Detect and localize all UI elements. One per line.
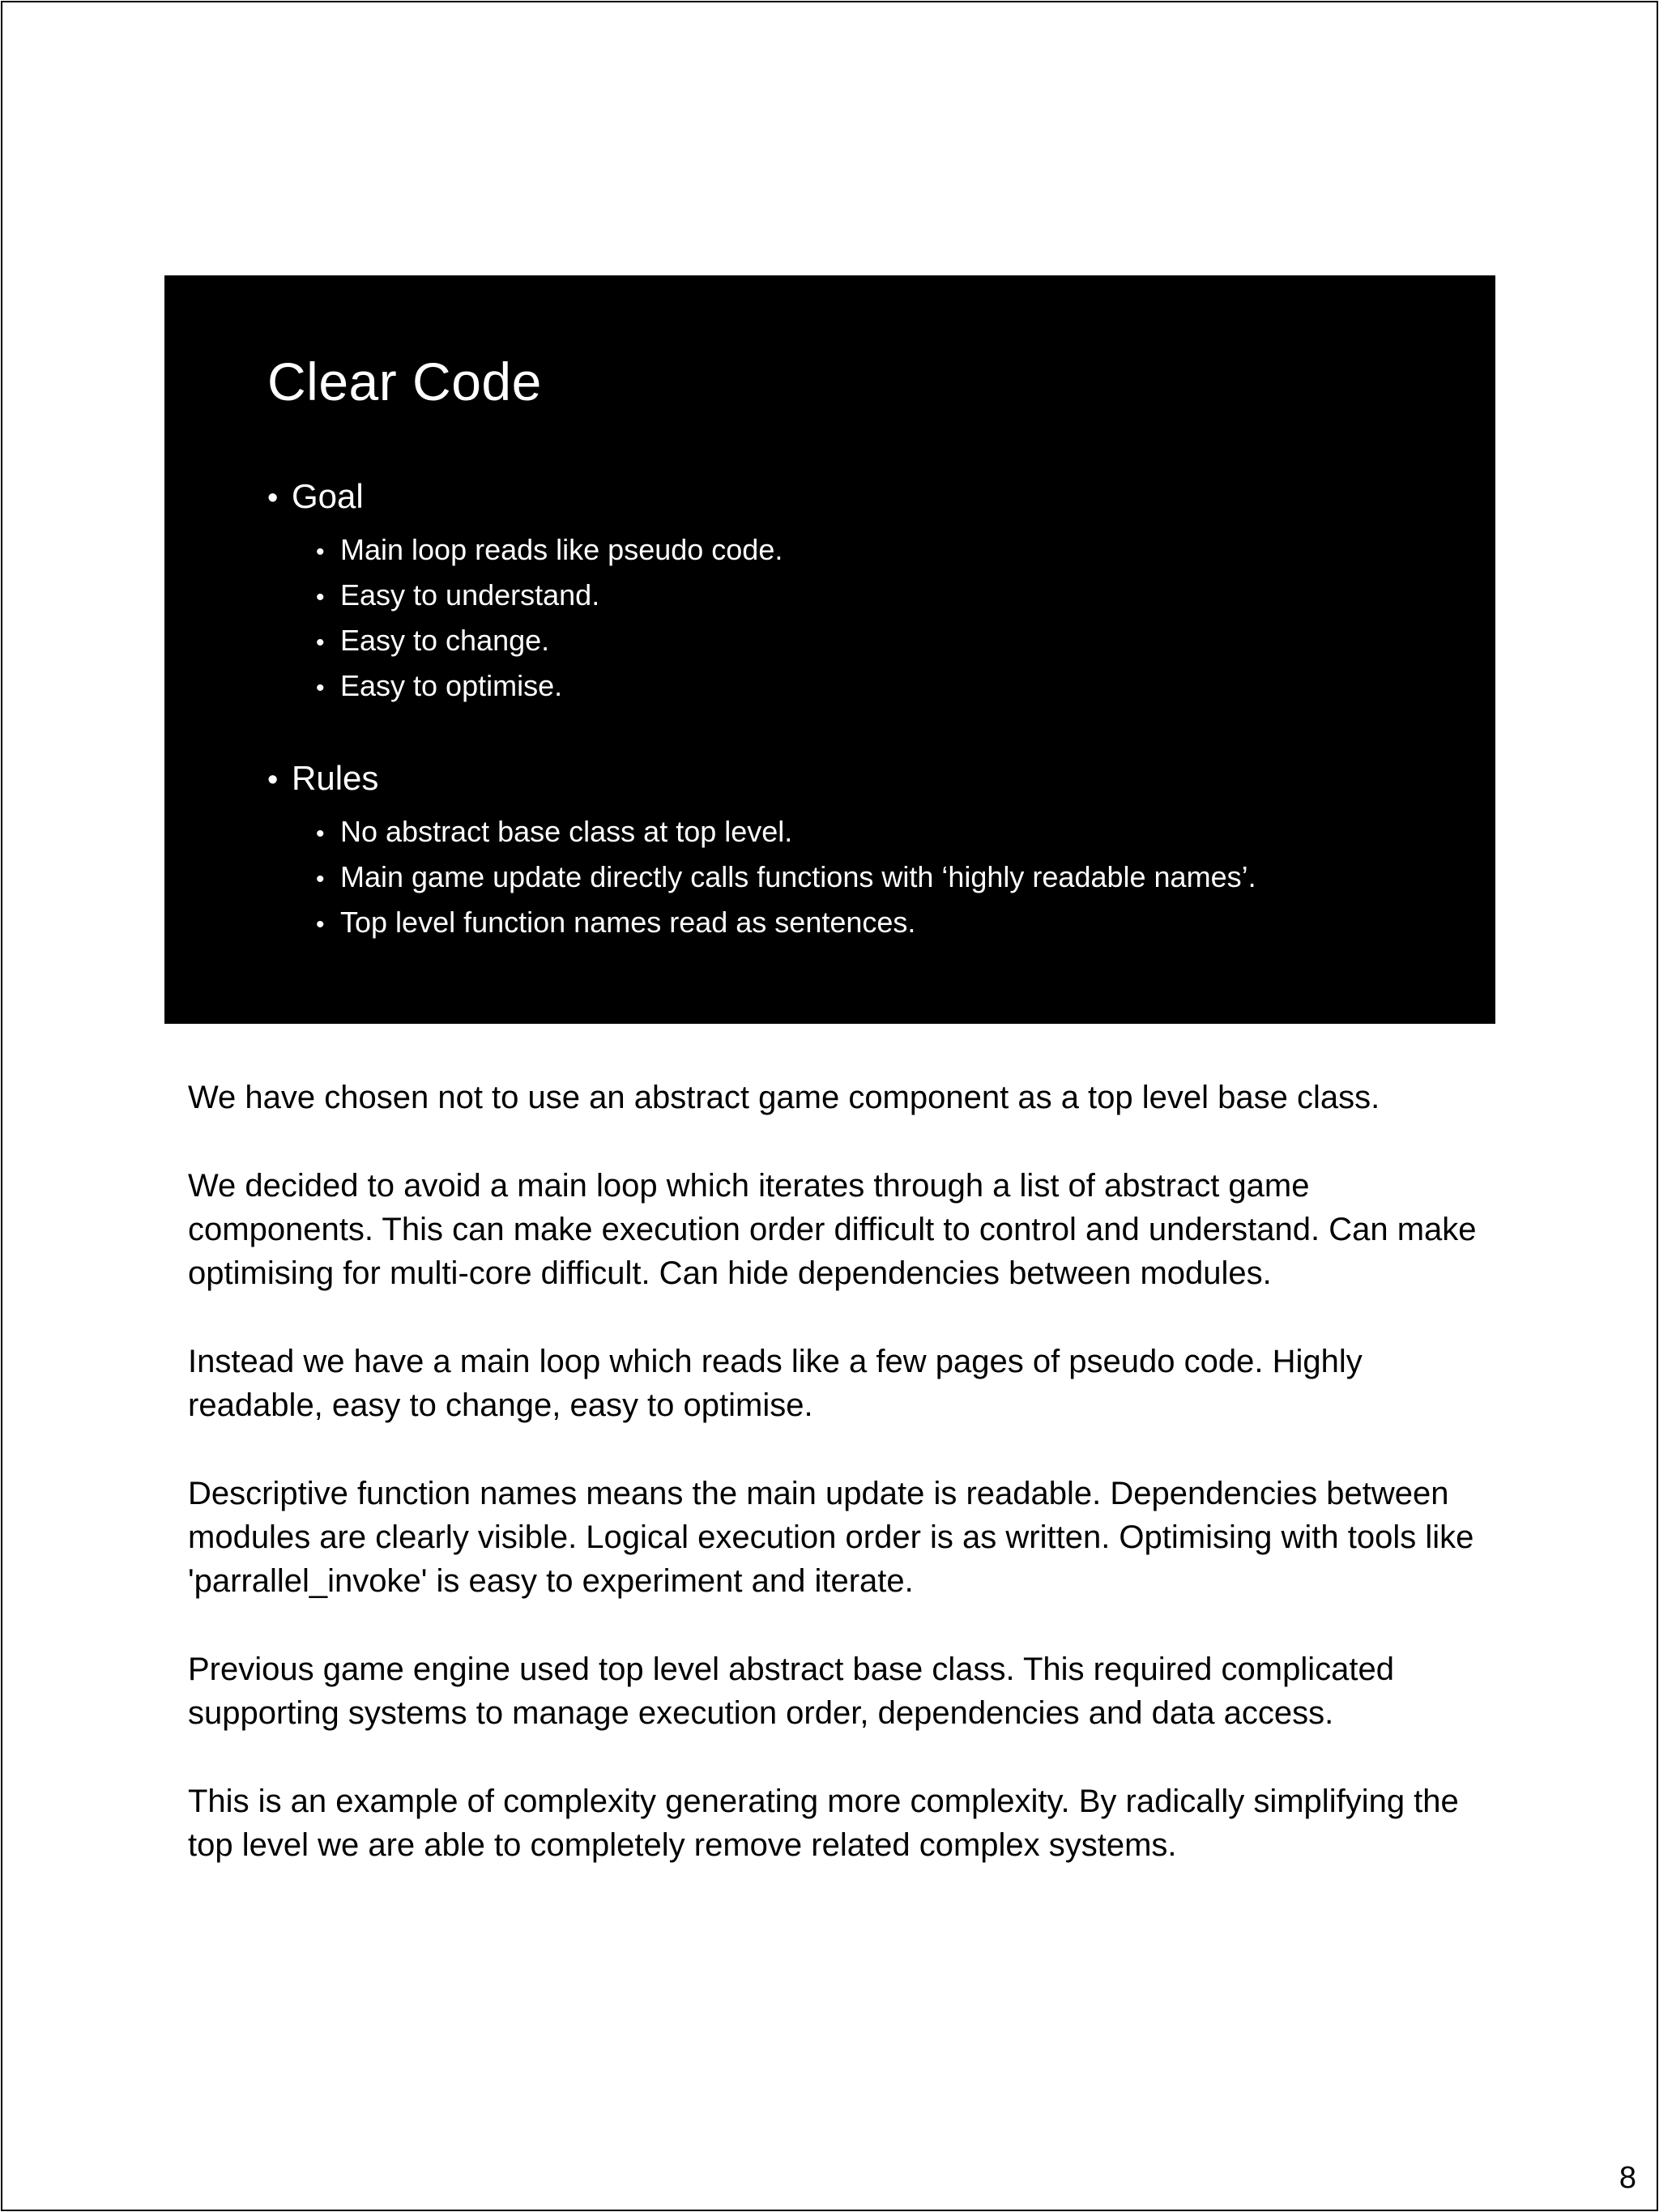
goal-heading-label: Goal [292, 477, 364, 515]
bullet-icon: • [316, 584, 325, 611]
goal-item-text: Main loop reads like pseudo code. [340, 533, 783, 566]
goal-list [267, 528, 783, 710]
goal-item [316, 664, 783, 710]
goal-item-text: Easy to optimise. [340, 669, 563, 702]
bullet-icon: • [316, 866, 325, 893]
rules-item [316, 855, 1256, 901]
goal-item-text: Easy to understand. [340, 578, 600, 612]
bullet-icon: • [316, 539, 325, 565]
speaker-notes [188, 1076, 1500, 1912]
rules-section [267, 761, 1256, 946]
rules-list [267, 810, 1256, 946]
rules-heading [267, 761, 1256, 795]
page-number: 8 [1618, 2161, 1636, 2195]
note-paragraph: We have chosen not to use an abstract game component as a top level base class. [188, 1080, 1380, 1115]
note-paragraph: This is an example of complexity generating more complexity. By radically simplifying the top level we are able to completely remove related complex systems. [188, 1784, 1459, 1863]
note-paragraph: Instead we have a main loop which reads like a few pages of pseudo code. Highly readable, easy to change, easy to optimise. [188, 1344, 1363, 1423]
rules-heading-label: Rules [292, 759, 379, 797]
goal-section [267, 479, 783, 710]
bullet-icon: • [267, 763, 279, 797]
note-paragraph: Previous game engine used top level abstract base class. This required complicated supporting systems to manage execution order, dependencies and data access. [188, 1652, 1394, 1731]
bullet-icon: • [316, 911, 325, 938]
rules-item [316, 810, 1256, 855]
goal-item [316, 573, 783, 619]
goal-heading [267, 479, 783, 514]
goal-item [316, 619, 783, 664]
note-paragraph: We decided to avoid a main loop which iterates through a list of abstract game components. This can make execution order difficult to control and understand. Can make optimising for multi-core difficult. Can hide dependencies between modules. [188, 1168, 1477, 1291]
rules-item-text: No abstract base class at top level. [340, 815, 793, 848]
slide-title: Clear Code [267, 352, 542, 411]
slide-thumbnail [164, 275, 1495, 1024]
goal-item [316, 528, 783, 573]
goal-item-text: Easy to change. [340, 624, 550, 657]
bullet-icon: • [267, 481, 279, 515]
bullet-icon: • [316, 629, 325, 656]
bullet-icon: • [316, 675, 325, 701]
rules-item-text: Top level function names read as sentences. [340, 906, 916, 939]
rules-item-text: Main game update directly calls functions with ‘highly readable names’. [340, 860, 1256, 893]
note-paragraph: Descriptive function names means the main update is readable. Dependencies between modules are clearly visible. Logical execution order is as written. Optimising with tools like 'parrallel_invoke' is easy to experiment and iterate. [188, 1476, 1474, 1599]
rules-item [316, 901, 1256, 946]
bullet-icon: • [316, 820, 325, 847]
